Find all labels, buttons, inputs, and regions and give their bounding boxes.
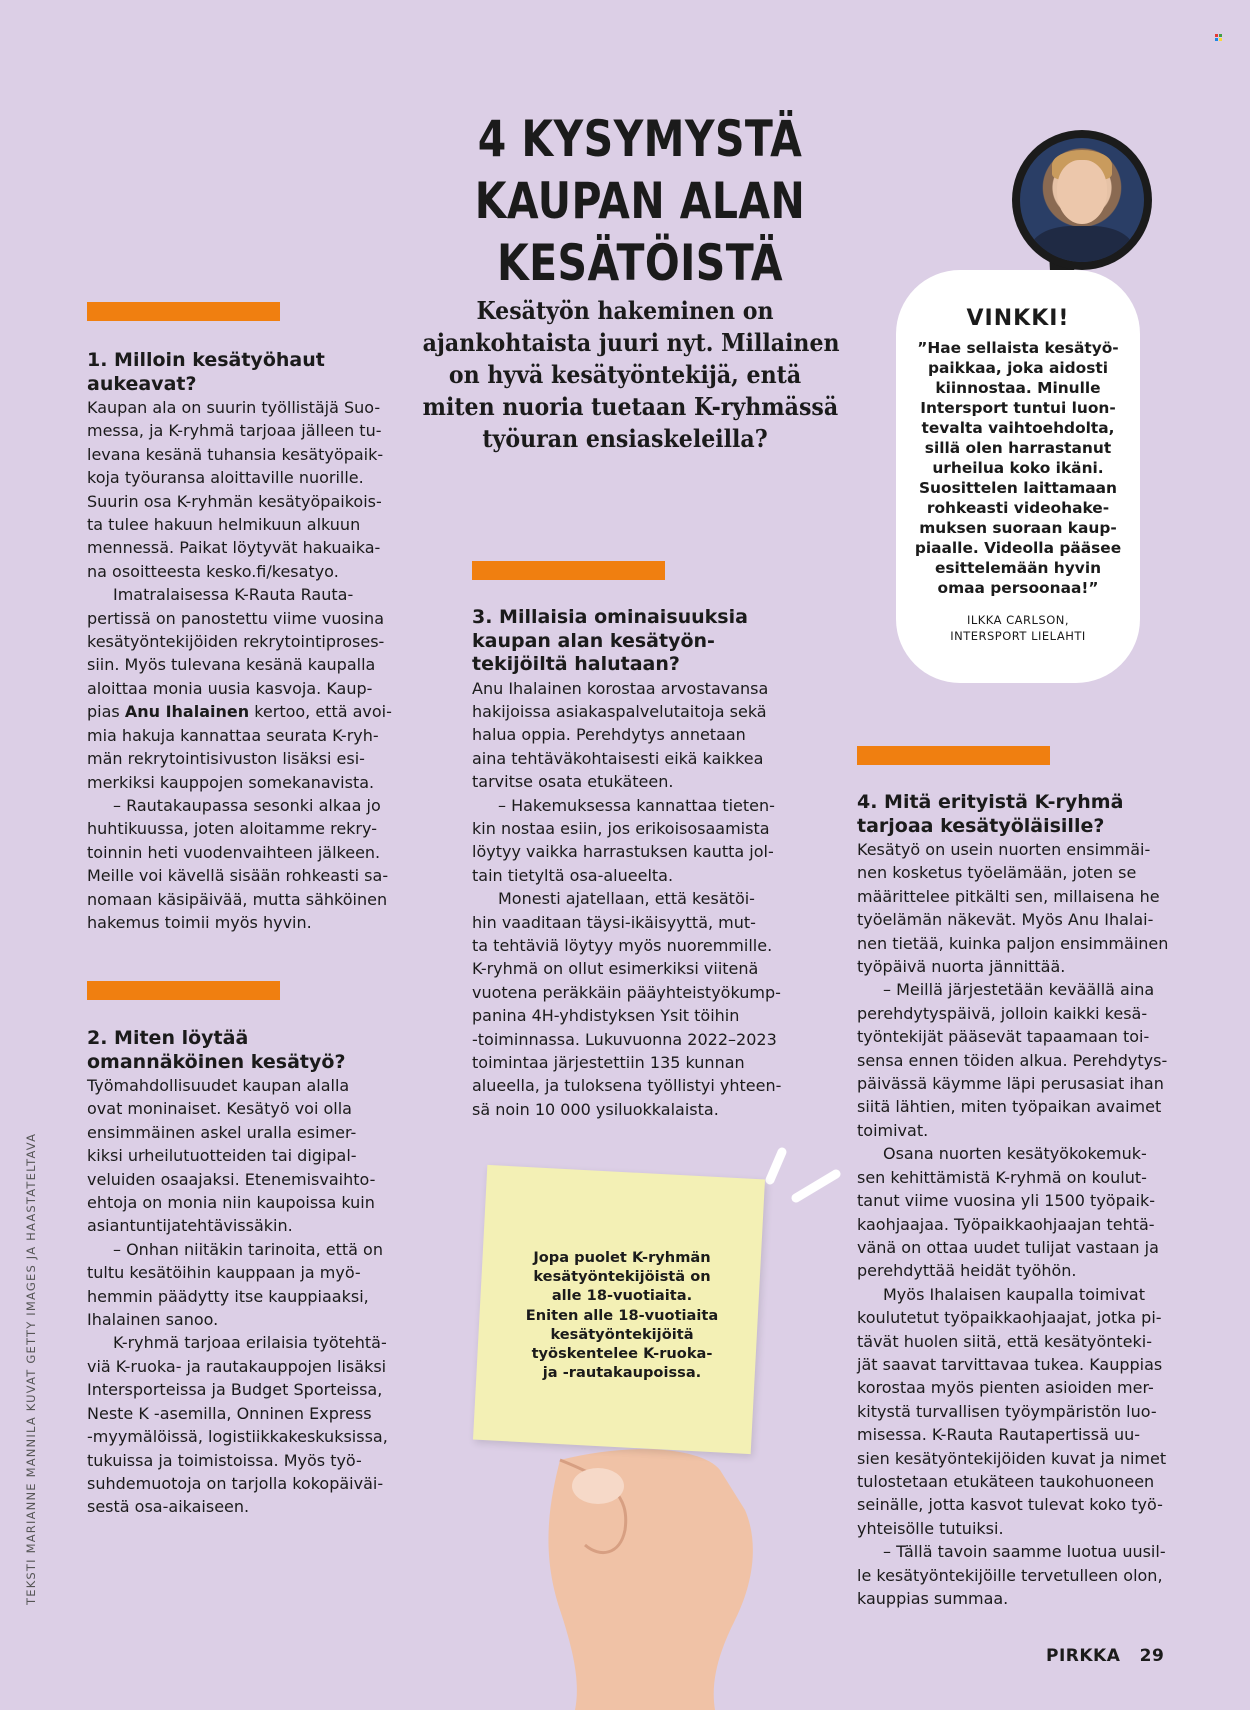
text-line: löytyy vaikka harrastuksen kautta jol- <box>472 842 774 862</box>
text-line: kauppias summaa. <box>857 1589 1009 1608</box>
portrait-face <box>1057 160 1107 224</box>
tip-line: muksen suoraan kaup- <box>919 519 1117 537</box>
text-line: – Meillä järjestetään keväällä aina <box>883 980 1155 1000</box>
text-line: ovat moninaiset. Kesätyö voi olla <box>87 1099 352 1119</box>
tip-line: piaalle. Videolla pääsee <box>914 539 1122 557</box>
text-line: mia hakuja kannattaa seurata K-ryh- <box>87 725 379 745</box>
text-line: tarvitse osata etukäteen. <box>472 772 674 792</box>
tip-line: esittelemään hyvin <box>934 559 1102 577</box>
magazine-name: PIRKKA <box>1046 1646 1121 1666</box>
section-heading: 4. Mitä erityistä K-ryhmä <box>857 791 1124 813</box>
section-heading: kaupan alan kesätyön- <box>472 629 715 652</box>
text-line: toinnin heti vuodenvaihteen jälkeen. <box>87 842 381 862</box>
avatar <box>1012 130 1152 270</box>
text-line: sensa ennen töiden alkua. Perehdytys- <box>857 1050 1168 1070</box>
text-line: Myös Ihalaisen kaupalla toimivat <box>883 1284 1146 1304</box>
text-line: halua oppia. Perehdytys annetaan <box>472 725 746 745</box>
text-line: le kesätyöntekijöille tervetulleen olon, <box>857 1565 1163 1585</box>
text-line: aloittaa monia uusia kasvoja. Kaup- <box>87 678 373 698</box>
text-line: tain tietyltä osa-alueelta. <box>472 865 674 885</box>
text-line: viä K-ruoka- ja rautakauppojen lisäksi <box>87 1356 387 1376</box>
headline-line: KESÄTÖISTÄ <box>496 234 784 292</box>
headline <box>443 108 837 294</box>
emphasis-strokes <box>756 1140 846 1210</box>
tip-line: ”Hae sellaista kesätyö- <box>917 339 1119 357</box>
text-line: nen kosketus työelämään, joten se <box>857 863 1137 883</box>
note-line: kesätyöntekijöitä <box>550 1325 694 1343</box>
text-line: Osana nuorten kesätyökokemuk- <box>883 1144 1147 1164</box>
text-line: män rekrytointisivuston lisäksi esi- <box>87 749 365 769</box>
text-line: Neste K -asemilla, Onninen Express <box>87 1403 372 1423</box>
tip-line: sillä olen harrastanut <box>924 439 1112 457</box>
text-line: Kaupan ala on suurin työllistäjä Suo- <box>87 398 381 417</box>
text-line: hakemus toimii myös hyvin. <box>87 912 312 932</box>
text-line: toimintaa järjestettiin 135 kunnan <box>472 1053 745 1072</box>
note-line: työskentelee K-ruoka- <box>531 1345 713 1363</box>
note-line: ja -rautakaupoissa. <box>542 1364 702 1382</box>
text-line: Intersporteissa ja Budget Sporteissa, <box>87 1380 383 1400</box>
section-q4 <box>857 791 1168 1610</box>
tip-line: Intersport tuntui luon- <box>920 399 1116 417</box>
text-line: kin nostaa esiin, jos erikoisosaamista <box>472 818 770 838</box>
text-line: – Onhan niitäkin tarinoita, että on <box>113 1239 383 1259</box>
text-line: nen tietää, kuinka paljon ensimmäinen <box>857 933 1169 953</box>
section-heading: 2. Miten löytää <box>87 1027 249 1049</box>
note-line: Jopa puolet K-ryhmän <box>533 1249 711 1266</box>
text-line: kaohjaajaa. Työpaikkaohjaajan tehtä- <box>857 1214 1155 1234</box>
text-line: vänä on ottaa uudet tulijat vastaan ja <box>857 1237 1159 1257</box>
text-line: pertissä on panostettu viime vuosina <box>87 608 384 628</box>
hand-illustration <box>520 1440 780 1710</box>
text-line: pias Anu Ihalainen kertoo, että avoi- <box>87 702 392 722</box>
text-line: Kesätyö on usein nuorten ensimmäi- <box>857 840 1151 859</box>
headline-line: KAUPAN ALAN <box>474 172 806 230</box>
text-line: koja työuransa aloittaville nuorille. <box>87 468 364 488</box>
tip-line: paikkaa, joka aidosti <box>928 359 1108 377</box>
section-heading: 1. Milloin kesätyöhaut <box>87 349 325 371</box>
text-line: sen kehittämistä K-ryhmä on koulut- <box>857 1167 1147 1187</box>
lead-line: työuran ensiaskeleilla? <box>482 424 768 453</box>
lead-line: ajankohtaista juuri nyt. Millainen <box>422 328 840 357</box>
tip-line: urheilua koko ikäni. <box>932 459 1104 477</box>
text-line: kesätyöntekijöiden rekrytointiproses- <box>87 632 385 652</box>
text-line: veluiden osaajaksi. Etenemisvaihto- <box>87 1169 376 1189</box>
text-line: Suurin osa K-ryhmän kesätyöpaikois- <box>87 491 382 511</box>
section-q3 <box>472 606 781 1121</box>
page-footer <box>1046 1646 1164 1666</box>
text-line: työelämän näkevät. Myös Anu Ihalai- <box>857 910 1154 930</box>
text-line: päivässä käymme läpi perusasiat ihan <box>857 1074 1164 1094</box>
text-line: kitystä turvallisen työympäristön luo- <box>857 1401 1157 1421</box>
text-line: koulutetut työpaikkaohjaajat, jotka pi- <box>857 1308 1162 1328</box>
text-line: työpäivä nuorta jännittää. <box>857 957 1066 977</box>
lead-line: miten nuoria tuetaan K-ryhmässä <box>422 392 839 421</box>
tip-store: INTERSPORT LIELAHTI <box>950 629 1086 643</box>
text-line: työntekijät pääsevät tapaamaan toi- <box>857 1027 1150 1047</box>
sticky-note-text <box>512 1248 732 1382</box>
section-heading: 3. Millaisia ominaisuuksia <box>472 606 748 628</box>
text-line: tulostetaan etukäteen taukohuoneen <box>857 1471 1155 1491</box>
tip-line: Suosittelen laittamaan <box>918 479 1118 497</box>
text-line: korostaa myös pienten asioiden mer- <box>857 1378 1154 1398</box>
text-line: perehdyttää heidät työhön. <box>857 1261 1077 1281</box>
portrait-photo <box>1020 138 1144 262</box>
tip-line: tevalta vaihtoehdolta, <box>921 419 1115 437</box>
text-line: sestä osa-aikaiseen. <box>87 1497 250 1517</box>
section-q1 <box>87 349 392 934</box>
text-line: yhteisölle tutuiksi. <box>857 1518 1004 1538</box>
text-line: ta tulee hakuun helmikuun alkuun <box>87 515 361 535</box>
page-number: 29 <box>1139 1646 1165 1666</box>
text-line: alueella, ja tuloksena työllistyi yhteen- <box>472 1076 782 1096</box>
note-line: kesätyöntekijöistä on <box>533 1268 711 1286</box>
text-line: – Tällä tavoin saamme luotua uusil- <box>883 1542 1166 1562</box>
text-line: kiksi urheilutuotteiden tai digipal- <box>87 1146 357 1166</box>
text-line: Anu Ihalainen korostaa arvostavansa <box>472 678 769 698</box>
section-q2 <box>87 1027 388 1519</box>
text-line: K-ryhmä tarjoaa erilaisia työtehtä- <box>113 1333 387 1353</box>
portrait-shirt <box>1030 226 1134 262</box>
headline-line: 4 KYSYMYSTÄ <box>477 110 803 168</box>
text-line: messa, ja K-ryhmä tarjoaa jälleen tu- <box>87 421 382 441</box>
note-line: alle 18-vuotiaita. <box>551 1287 693 1305</box>
text-line: sien kesätyöntekijöiden kuvat ja nimet <box>857 1448 1167 1468</box>
tip-line: rohkeasti videohake- <box>926 499 1110 517</box>
section-heading: tarjoaa kesätyöläisille? <box>857 814 1105 837</box>
note-line: Eniten alle 18-vuotiaita <box>525 1306 719 1324</box>
text-line: toimivat. <box>857 1120 929 1140</box>
text-line: asiantuntijatehtävissäkin. <box>87 1216 293 1236</box>
tip-line: kiinnostaa. Minulle <box>935 379 1101 397</box>
text-line: perehdytyspäivä, jolloin kaikki kesä- <box>857 1003 1148 1023</box>
text-line: hin vaaditaan täysi-ikäisyyttä, mut- <box>472 912 756 932</box>
text-line: ehtoja on monia niin kaupoissa kuin <box>87 1193 375 1213</box>
text-line: suhdemuotoja on tarjolla kokopäiväi- <box>87 1473 384 1493</box>
text-line: Meille voi kävellä sisään rohkeasti sa- <box>87 866 389 886</box>
text-line: siitä lähtien, miten työpaikan avaimet <box>857 1097 1162 1117</box>
tip-text <box>906 306 1130 598</box>
text-line: tanut viime vuosina yli 1500 työpaik- <box>857 1191 1156 1211</box>
lead-line: Kesätyön hakeminen on <box>476 296 774 325</box>
text-line: siin. Myös tulevana kesänä kaupalla <box>87 655 376 675</box>
text-line: tävät huolen siitä, että kesätyönteki- <box>857 1331 1153 1351</box>
text-line: -myymälöissä, logistiikkakeskuksissa, <box>87 1427 388 1447</box>
text-line: jät saavat tarvittavaa tukea. Kauppias <box>857 1354 1163 1374</box>
text-line: panina 4H-yhdistyksen Ysit töihin <box>472 1006 740 1026</box>
text-line: hakijoissa asiakaspalvelutaitoja sekä <box>472 701 767 721</box>
section-heading: tekijöiltä halutaan? <box>472 653 680 675</box>
text-line: – Rautakaupassa sesonki alkaa jo <box>113 795 381 815</box>
text-line: na osoitteesta kesko.fi/kesatyo. <box>87 561 339 581</box>
text-line: Ihalainen sanoo. <box>87 1310 219 1330</box>
text-line: levana kesänä tuhansia kesätyöpaik- <box>87 444 384 464</box>
text-line: vuotena peräkkäin pääyhteistyökump- <box>472 982 781 1002</box>
photo-credit: TEKSTI MARIANNE MANNILA KUVAT GETTY IMAGES JA HAASTATELTAVA <box>24 1132 38 1605</box>
lead-paragraph <box>405 295 845 455</box>
section-heading: omannäköinen kesätyö? <box>87 1050 346 1073</box>
text-line: seinälle, jotta kasvot tulevat koko työ- <box>857 1495 1163 1515</box>
text-line: tultu kesätöihin kauppaan ja myö- <box>87 1263 361 1283</box>
tip-signature <box>906 612 1130 644</box>
text-line: Työmahdollisuudet kaupan alalla <box>87 1076 350 1095</box>
lead-line: on hyvä kesätyöntekijä, entä <box>448 360 802 389</box>
accent-bar <box>857 746 1050 765</box>
text-line: K-ryhmä on ollut esimerkiksi viitenä <box>472 959 759 979</box>
text-line: hemmin päädytty itse kauppiaaksi, <box>87 1286 369 1306</box>
tip-line: omaa persoonaa!” <box>937 579 1099 597</box>
text-line: merkiksi kauppojen somekanavista. <box>87 772 375 792</box>
section-heading: aukeavat? <box>87 372 197 395</box>
accent-bar <box>87 302 280 321</box>
text-line: aina tehtäväkohtaisesti eikä kaikkea <box>472 748 764 768</box>
accent-bar <box>87 981 280 1000</box>
text-line: sä noin 10 000 ysiluokkalaista. <box>472 1099 719 1119</box>
text-line: ensimmäinen askel uralla esimer- <box>87 1122 357 1142</box>
text-line: nomaan käsipäivää, mutta sähköinen <box>87 889 388 909</box>
text-line: mennessä. Paikat löytyvät hakuaika- <box>87 538 381 558</box>
tip-label: VINKKI! <box>966 306 1070 331</box>
text-line: – Hakemuksessa kannattaa tieten- <box>498 795 775 815</box>
text-line: misessa. K-Rauta Rautapertissä uu- <box>857 1425 1141 1445</box>
tip-name: ILKKA CARLSON, <box>966 613 1070 627</box>
text-line: tukuissa ja toimistoissa. Myös työ- <box>87 1450 362 1470</box>
text-line: ta tehtäviä löytyy myös nuoremmille. <box>472 935 773 955</box>
accent-bar <box>472 561 665 580</box>
text-line: Imatralaisessa K-Rauta Rauta- <box>113 585 354 605</box>
text-line: Monesti ajatellaan, että kesätöi- <box>498 889 755 909</box>
text-line: huhtikuussa, joten aloitamme rekry- <box>87 819 377 839</box>
text-line: -toiminnassa. Lukuvuonna 2022–2023 <box>472 1029 777 1049</box>
person-name: Anu Ihalainen <box>124 702 250 722</box>
text-line: määrittelee pitkälti sen, millaisena he <box>857 886 1160 906</box>
